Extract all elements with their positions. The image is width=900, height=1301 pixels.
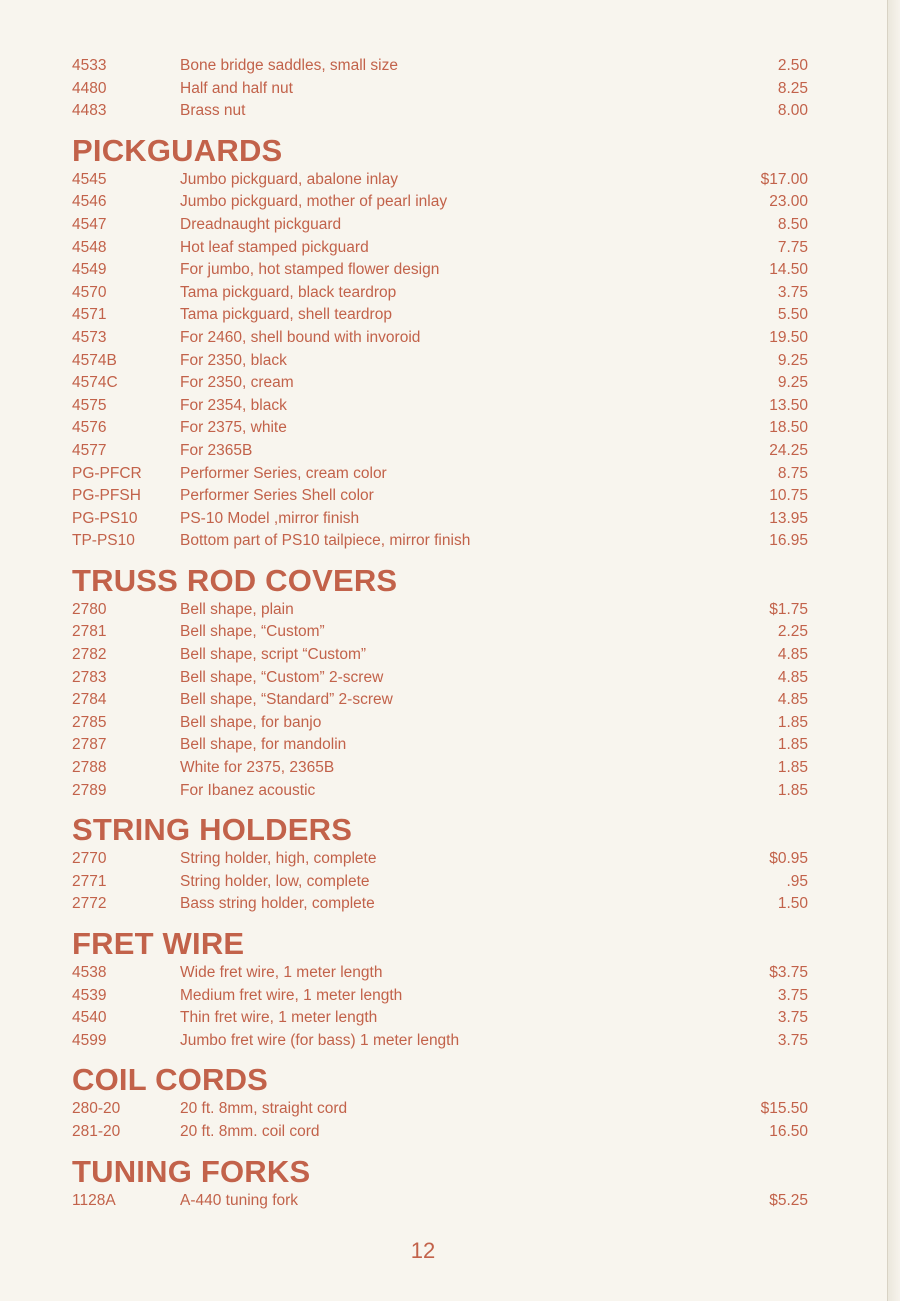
- item-code: 4483: [72, 102, 107, 120]
- item-description: Jumbo pickguard, abalone inlay: [180, 170, 398, 188]
- sections: [72, 134, 808, 1212]
- item-code: 4539: [72, 986, 107, 1004]
- item-description: Bell shape, plain: [180, 600, 294, 618]
- item-description: For 2365B: [180, 441, 253, 459]
- item-description: Hot leaf stamped pickguard: [180, 238, 369, 256]
- item-code: 4573: [72, 328, 107, 346]
- item-price: 1.50: [777, 895, 808, 913]
- item-code: PG-PFSH: [72, 487, 141, 505]
- item-description: 20 ft. 8mm. coil cord: [180, 1122, 320, 1140]
- section-title: FRET WIRE: [72, 926, 245, 961]
- price-row: [72, 508, 808, 531]
- price-row: [72, 304, 808, 327]
- item-description: Bell shape, “Custom” 2-screw: [180, 668, 384, 686]
- item-description: Brass nut: [180, 102, 246, 120]
- item-description: For Ibanez acoustic: [180, 781, 316, 799]
- item-price: 16.50: [769, 1122, 808, 1140]
- item-price: 3.75: [777, 986, 808, 1004]
- item-code: 4533: [72, 57, 107, 74]
- item-code: 4599: [72, 1031, 107, 1049]
- price-row: [72, 530, 808, 553]
- item-code: 281-20: [72, 1122, 121, 1140]
- item-description: Tama pickguard, shell teardrop: [180, 306, 392, 324]
- section: [72, 813, 808, 916]
- item-description: Bell shape, for mandolin: [180, 736, 347, 754]
- price-row: [72, 169, 808, 192]
- item-code: 4575: [72, 396, 107, 414]
- price-row: [72, 757, 808, 780]
- item-description: White for 2375, 2365B: [180, 759, 335, 777]
- item-code: 2780: [72, 600, 107, 618]
- item-price: 7.75: [777, 238, 808, 256]
- item-price: $0.95: [769, 850, 808, 868]
- item-description: String holder, low, complete: [180, 872, 370, 890]
- price-row: [72, 667, 808, 690]
- item-code: 2782: [72, 646, 107, 664]
- item-price: 13.95: [769, 509, 808, 527]
- item-description: Dreadnaught pickguard: [180, 215, 342, 233]
- item-code: 1128A: [72, 1191, 116, 1209]
- price-row: [72, 417, 808, 440]
- price-row: [72, 848, 808, 871]
- item-price: 23.00: [769, 193, 808, 211]
- item-price: 8.00: [777, 102, 808, 120]
- item-price: 13.50: [769, 396, 808, 414]
- price-row: [72, 191, 808, 214]
- item-price: $15.50: [760, 1100, 808, 1118]
- item-price: 1.85: [777, 781, 808, 799]
- item-price: 2.50: [777, 57, 808, 74]
- price-row: [72, 485, 808, 508]
- item-code: 2789: [72, 781, 107, 799]
- item-description: For 2375, white: [180, 419, 287, 437]
- price-row: [72, 893, 808, 916]
- price-row: [72, 599, 808, 622]
- item-description: Tama pickguard, black teardrop: [180, 283, 397, 301]
- page-edge: [887, 0, 900, 1301]
- item-code: PG-PFCR: [72, 464, 142, 482]
- price-row: [72, 734, 808, 757]
- item-price: 18.50: [769, 419, 808, 437]
- item-description: A-440 tuning fork: [180, 1191, 299, 1209]
- item-description: For 2460, shell bound with invoroid: [180, 328, 421, 346]
- section: [72, 134, 808, 553]
- section-title: STRING HOLDERS: [72, 812, 353, 848]
- item-description: Bell shape, “Standard” 2-screw: [180, 691, 393, 709]
- item-description: For jumbo, hot stamped flower design: [180, 261, 440, 279]
- price-row: [72, 689, 808, 712]
- price-row: [72, 463, 808, 486]
- item-price: 4.85: [777, 646, 808, 664]
- item-price: 4.85: [777, 691, 808, 709]
- item-code: 4576: [72, 419, 107, 437]
- item-code: 4549: [72, 261, 107, 279]
- price-row: [72, 55, 808, 78]
- item-description: Bottom part of PS10 tailpiece, mirror finish: [180, 532, 471, 550]
- item-price: $3.75: [769, 964, 808, 981]
- item-code: 4545: [72, 170, 107, 188]
- item-price: 8.75: [777, 464, 808, 482]
- price-row: [72, 259, 808, 282]
- item-code: 2771: [72, 872, 107, 890]
- item-code: 2785: [72, 713, 107, 731]
- item-price: 8.50: [777, 215, 808, 233]
- item-price: 1.85: [777, 713, 808, 731]
- price-row: [72, 1121, 808, 1144]
- item-price: 2.25: [777, 623, 808, 641]
- section: [72, 564, 808, 802]
- item-description: For 2354, black: [180, 396, 287, 414]
- item-code: 4546: [72, 193, 107, 211]
- item-price: 3.75: [777, 1009, 808, 1027]
- item-price: 9.25: [777, 351, 808, 369]
- item-price: 16.95: [769, 532, 808, 550]
- item-price: 1.85: [777, 736, 808, 754]
- page-number: 12: [410, 1238, 436, 1263]
- price-row: [72, 1098, 808, 1121]
- price-row: [72, 1190, 808, 1213]
- price-row: [72, 372, 808, 395]
- item-description: PS-10 Model ,mirror finish: [180, 509, 360, 527]
- item-description: Thin fret wire, 1 meter length: [180, 1009, 378, 1027]
- item-price: 19.50: [769, 328, 808, 346]
- price-row: [72, 282, 808, 305]
- item-description: String holder, high, complete: [180, 850, 377, 868]
- price-row: [72, 1007, 808, 1030]
- item-code: 4574B: [72, 351, 117, 369]
- item-description: Wide fret wire, 1 meter length: [180, 964, 383, 981]
- item-code: 4547: [72, 215, 107, 233]
- price-row: [72, 985, 808, 1008]
- item-price: $1.75: [769, 600, 808, 618]
- item-price: 1.85: [777, 759, 808, 777]
- item-description: Bass string holder, complete: [180, 895, 375, 913]
- item-code: 4480: [72, 79, 107, 97]
- section-title: TRUSS ROD COVERS: [72, 562, 398, 598]
- price-row: [72, 100, 808, 123]
- item-price: $5.25: [769, 1191, 808, 1209]
- item-price: 24.25: [769, 441, 808, 459]
- price-row: [72, 1030, 808, 1053]
- item-code: 2784: [72, 691, 107, 709]
- price-row: [72, 327, 808, 350]
- item-description: Jumbo fret wire (for bass) 1 meter length: [180, 1031, 460, 1049]
- item-code: 2772: [72, 895, 107, 913]
- price-row: [72, 214, 808, 237]
- item-price: 3.75: [777, 1031, 808, 1049]
- item-code: 4577: [72, 441, 107, 459]
- price-row: [72, 440, 808, 463]
- section-title: COIL CORDS: [72, 1062, 269, 1098]
- item-code: 4571: [72, 306, 107, 324]
- price-row: [72, 962, 808, 985]
- section-title: PICKGUARDS: [72, 132, 283, 168]
- item-code: 4538: [72, 964, 107, 981]
- price-row: [72, 621, 808, 644]
- item-price: 9.25: [777, 374, 808, 392]
- item-code: 4574C: [72, 374, 118, 392]
- item-code: TP-PS10: [72, 532, 135, 550]
- intro-rows: [72, 55, 808, 123]
- item-price: 14.50: [769, 261, 808, 279]
- section: [72, 1155, 808, 1213]
- item-code: 2781: [72, 623, 107, 641]
- item-code: PG-PS10: [72, 509, 138, 527]
- price-row: [72, 712, 808, 735]
- item-description: For 2350, cream: [180, 374, 294, 392]
- price-row: [72, 350, 808, 373]
- item-description: Performer Series Shell color: [180, 487, 374, 505]
- price-row: [72, 871, 808, 894]
- item-description: Bell shape, script “Custom”: [180, 646, 367, 664]
- item-code: 2783: [72, 668, 107, 686]
- price-row: [72, 395, 808, 418]
- section: [72, 927, 808, 1052]
- item-code: 2788: [72, 759, 107, 777]
- item-code: 280-20: [72, 1100, 121, 1118]
- item-price: 8.25: [777, 79, 808, 97]
- item-price: 3.75: [777, 283, 808, 301]
- item-code: 4548: [72, 238, 107, 256]
- item-description: Bell shape, “Custom”: [180, 623, 325, 641]
- item-code: 4540: [72, 1009, 107, 1027]
- item-code: 2770: [72, 850, 107, 868]
- item-description: 20 ft. 8mm, straight cord: [180, 1100, 348, 1118]
- item-description: Bone bridge saddles, small size: [180, 57, 398, 74]
- price-row: [72, 78, 808, 101]
- item-description: Bell shape, for banjo: [180, 713, 322, 731]
- item-price: .95: [786, 872, 808, 890]
- price-list: [72, 55, 808, 1212]
- item-code: 4570: [72, 283, 107, 301]
- item-price: 4.85: [777, 668, 808, 686]
- item-description: Jumbo pickguard, mother of pearl inlay: [180, 193, 448, 211]
- item-description: For 2350, black: [180, 351, 287, 369]
- price-row: [72, 237, 808, 260]
- item-price: 10.75: [769, 487, 808, 505]
- item-description: Half and half nut: [180, 79, 293, 97]
- price-row: [72, 644, 808, 667]
- item-description: Medium fret wire, 1 meter length: [180, 986, 403, 1004]
- item-price: $17.00: [760, 170, 808, 188]
- section: [72, 1063, 808, 1143]
- item-description: Performer Series, cream color: [180, 464, 387, 482]
- item-code: 2787: [72, 736, 107, 754]
- price-row: [72, 780, 808, 803]
- section-title: TUNING FORKS: [72, 1153, 311, 1189]
- item-price: 5.50: [777, 306, 808, 324]
